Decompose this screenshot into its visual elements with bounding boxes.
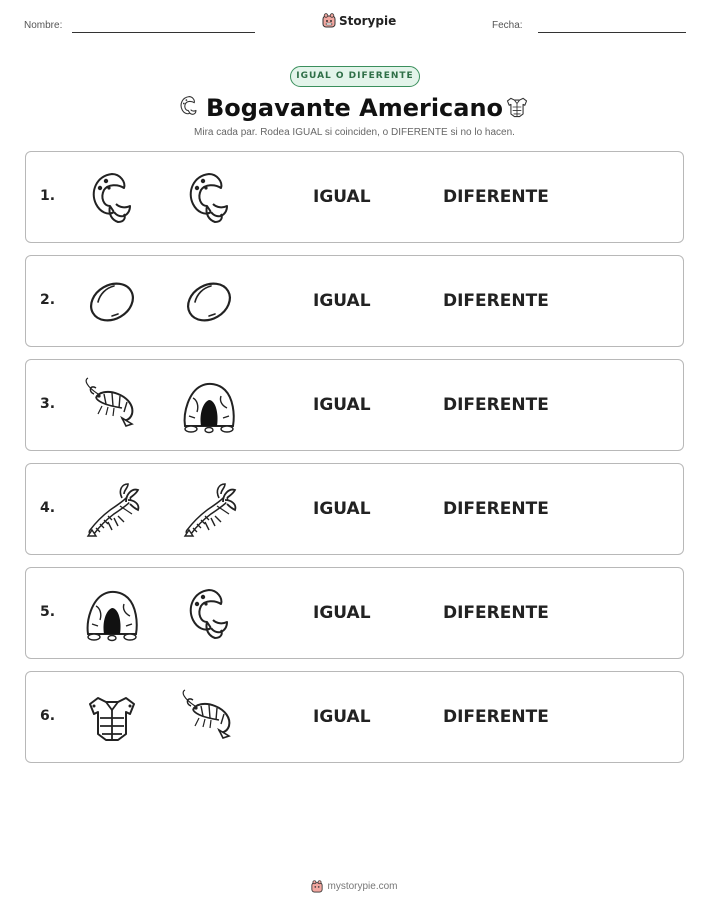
footer-url: mystorypie.com bbox=[327, 881, 398, 892]
page-title: Bogavante Americano bbox=[205, 94, 504, 122]
footer bbox=[0, 880, 709, 893]
option-same[interactable]: IGUAL bbox=[313, 187, 371, 207]
exercise-row bbox=[25, 463, 684, 555]
row-number: 5. bbox=[40, 604, 56, 620]
claw-icon bbox=[179, 168, 239, 228]
row-number: 1. bbox=[40, 188, 56, 204]
egg-icon bbox=[179, 272, 239, 332]
armor-icon bbox=[82, 688, 142, 748]
worksheet-type-badge: IGUAL O DIFERENTE bbox=[290, 66, 420, 87]
option-different[interactable]: DIFERENTE bbox=[443, 291, 549, 311]
option-different[interactable]: DIFERENTE bbox=[443, 499, 549, 519]
option-different[interactable]: DIFERENTE bbox=[443, 603, 549, 623]
instructions: Mira cada par. Rodea IGUAL si coinciden, o DIFERENTE si no lo hacen. bbox=[194, 127, 515, 138]
option-different[interactable]: DIFERENTE bbox=[443, 395, 549, 415]
row-number: 6. bbox=[40, 708, 56, 724]
exercise-row bbox=[25, 255, 684, 347]
claw-icon bbox=[176, 94, 202, 120]
claw-icon bbox=[82, 168, 142, 228]
shrimp-icon bbox=[82, 376, 142, 436]
lobster-icon bbox=[179, 480, 239, 540]
exercise-row bbox=[25, 151, 684, 243]
lobster-icon bbox=[82, 480, 142, 540]
option-different[interactable]: DIFERENTE bbox=[443, 707, 549, 727]
exercise-row bbox=[25, 567, 684, 659]
option-same[interactable]: IGUAL bbox=[313, 707, 371, 727]
row-number: 2. bbox=[40, 292, 56, 308]
shrimp-icon bbox=[179, 688, 239, 748]
storypie-mascot-icon bbox=[322, 13, 336, 28]
name-field[interactable] bbox=[72, 32, 255, 33]
brand-logo bbox=[322, 13, 396, 28]
storypie-mascot-icon bbox=[311, 880, 323, 893]
exercise-row bbox=[25, 359, 684, 451]
cave-icon bbox=[82, 584, 142, 644]
option-same[interactable]: IGUAL bbox=[313, 499, 371, 519]
exercise-row bbox=[25, 671, 684, 763]
claw-icon bbox=[179, 584, 239, 644]
date-field[interactable] bbox=[538, 32, 686, 33]
row-number: 4. bbox=[40, 500, 56, 516]
cave-icon bbox=[179, 376, 239, 436]
option-same[interactable]: IGUAL bbox=[313, 291, 371, 311]
row-number: 3. bbox=[40, 396, 56, 412]
option-same[interactable]: IGUAL bbox=[313, 603, 371, 623]
brand-name: Storypie bbox=[339, 13, 397, 28]
name-label: Nombre: bbox=[24, 20, 63, 31]
date-label: Fecha: bbox=[492, 20, 523, 31]
armor-icon bbox=[504, 94, 530, 120]
option-different[interactable]: DIFERENTE bbox=[443, 187, 549, 207]
egg-icon bbox=[82, 272, 142, 332]
option-same[interactable]: IGUAL bbox=[313, 395, 371, 415]
